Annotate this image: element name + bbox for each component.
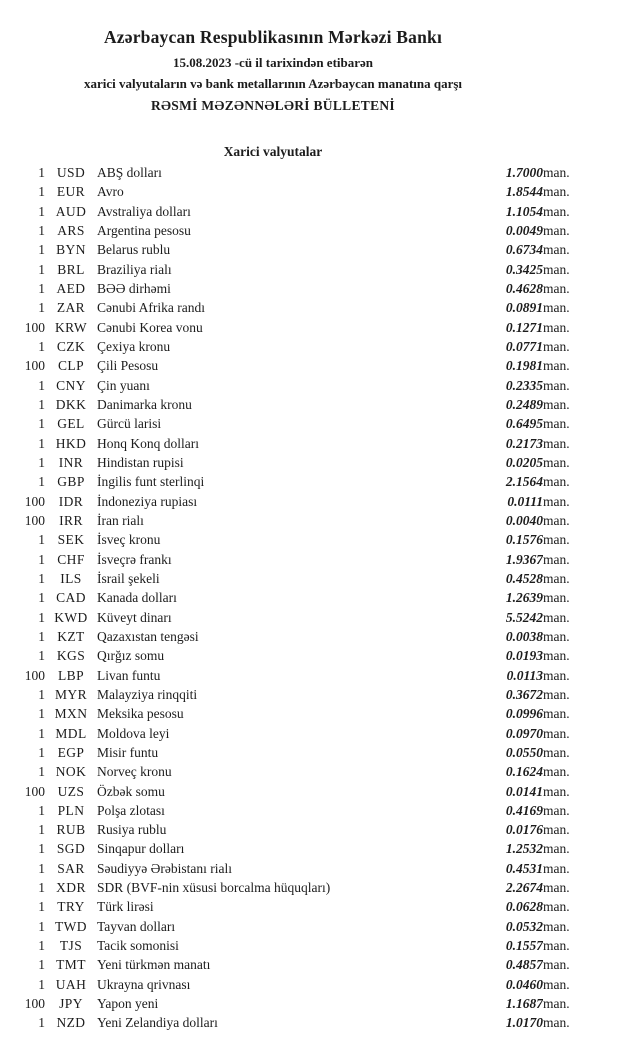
- quantity-cell: 1: [38, 725, 45, 741]
- currency-code: BYN: [56, 242, 86, 258]
- rate-value: 0.0771: [505, 338, 543, 354]
- currency-name: Moldova leyi: [97, 725, 170, 741]
- currency-code: XDR: [56, 880, 86, 896]
- table-row: [0, 472, 590, 491]
- unit-label: man.: [543, 860, 570, 876]
- quantity-cell: 1: [38, 899, 45, 915]
- unit-label: man.: [543, 918, 570, 934]
- rate-value: 0.4169: [505, 802, 543, 818]
- unit-label: man.: [543, 609, 570, 625]
- currency-name: Honq Konq dolları: [97, 435, 199, 451]
- quantity-cell: 100: [24, 667, 45, 683]
- quantity-cell: 1: [38, 416, 45, 432]
- unit-label: man.: [543, 841, 570, 857]
- quantity-cell: 1: [38, 744, 45, 760]
- unit-label: man.: [543, 899, 570, 915]
- rate-value: 0.1271: [505, 319, 543, 335]
- currency-code: IRR: [59, 512, 83, 528]
- table-row: [0, 878, 590, 897]
- rate-value: 0.0040: [505, 512, 543, 528]
- unit-label: man.: [543, 242, 570, 258]
- currency-code: TJS: [59, 938, 83, 954]
- currency-name: Çili Pesosu: [97, 358, 159, 374]
- currency-name: Cənubi Afrika randı: [97, 300, 205, 316]
- table-row: [0, 434, 590, 453]
- rate-value: 0.0970: [505, 725, 543, 741]
- unit-label: man.: [543, 280, 570, 296]
- quantity-cell: 1: [38, 822, 45, 838]
- rate-value: 0.0891: [505, 300, 543, 316]
- table-row: [0, 994, 590, 1013]
- currency-name: Polşa zlotası: [97, 802, 165, 818]
- quantity-cell: 1: [38, 338, 45, 354]
- unit-label: man.: [543, 377, 570, 393]
- quantity-cell: 1: [38, 609, 45, 625]
- table-row: [0, 588, 590, 607]
- table-row: [0, 569, 590, 588]
- quantity-cell: 1: [38, 551, 45, 567]
- currency-name: İndoneziya rupiası: [97, 493, 198, 509]
- currency-name: Kanada dolları: [97, 590, 177, 606]
- table-row: [0, 782, 590, 801]
- table-row: [0, 318, 590, 337]
- currency-name: SDR (BVF-nin xüsusi borcalma hüquqları): [97, 880, 331, 896]
- unit-label: man.: [543, 822, 570, 838]
- table-row: [0, 608, 590, 627]
- currency-name: Danimarka kronu: [97, 396, 192, 412]
- quantity-cell: 1: [38, 880, 45, 896]
- currency-name: İngilis funt sterlinqi: [97, 474, 205, 490]
- currency-name: Səudiyyə Ərəbistanı rialı: [97, 860, 232, 876]
- currency-name: Braziliya rialı: [97, 261, 172, 277]
- currency-code: KZT: [57, 628, 85, 644]
- rate-value: 5.5242: [505, 609, 543, 625]
- unit-label: man.: [543, 454, 570, 470]
- table-row: [0, 202, 590, 221]
- unit-label: man.: [543, 880, 570, 896]
- quantity-cell: 1: [38, 532, 45, 548]
- currency-name: Ukrayna qrivnası: [97, 976, 191, 992]
- unit-label: man.: [543, 686, 570, 702]
- unit-label: man.: [543, 667, 570, 683]
- table-row: [0, 395, 590, 414]
- quantity-cell: 1: [38, 222, 45, 238]
- table-row: [0, 801, 590, 820]
- quantity-cell: 100: [24, 996, 45, 1012]
- table-row: [0, 182, 590, 201]
- unit-label: man.: [543, 512, 570, 528]
- currency-name: Qırğız somu: [97, 648, 165, 664]
- table-row: [0, 936, 590, 955]
- table-row: [0, 820, 590, 839]
- currency-code: KGS: [56, 648, 86, 664]
- currency-name: Misir funtu: [97, 744, 159, 760]
- bulletin-header: [0, 27, 546, 114]
- table-row: [0, 724, 590, 743]
- unit-label: man.: [543, 764, 570, 780]
- currency-code: GBP: [57, 474, 85, 490]
- table-row: [0, 356, 590, 375]
- exchange-rates-table: [0, 163, 590, 1033]
- rate-value: 0.0460: [505, 976, 543, 992]
- currency-code: ZAR: [56, 300, 86, 316]
- currency-name: Tayvan dolları: [97, 918, 176, 934]
- unit-label: man.: [543, 261, 570, 277]
- rate-value: 1.1054: [505, 203, 543, 219]
- currency-name: Livan funtu: [97, 667, 161, 683]
- quantity-cell: 1: [38, 938, 45, 954]
- unit-label: man.: [543, 532, 570, 548]
- table-row: [0, 337, 590, 356]
- currency-name: Malayziya rinqqiti: [97, 686, 198, 702]
- rate-value: 1.7000: [505, 165, 543, 180]
- rate-value: 0.4528: [505, 570, 543, 586]
- quantity-cell: 1: [38, 184, 45, 200]
- currency-code: UZS: [57, 783, 85, 799]
- unit-label: man.: [543, 396, 570, 412]
- rate-value: 0.4857: [505, 957, 543, 973]
- rate-value: 0.0176: [505, 822, 543, 838]
- rate-value: 0.0628: [505, 899, 543, 915]
- table-row: [0, 163, 590, 182]
- quantity-cell: 1: [38, 261, 45, 277]
- unit-label: man.: [543, 493, 570, 509]
- currency-code: NOK: [55, 764, 87, 780]
- rate-value: 0.1624: [505, 764, 543, 780]
- quantity-cell: 1: [38, 590, 45, 606]
- rate-value: 0.0111: [507, 493, 543, 509]
- currency-code: KWD: [54, 609, 88, 625]
- unit-label: man.: [543, 957, 570, 973]
- rate-value: 0.1576: [505, 532, 543, 548]
- quantity-cell: 1: [38, 918, 45, 934]
- quantity-cell: 1: [38, 242, 45, 258]
- quantity-cell: 1: [38, 802, 45, 818]
- currency-code: SGD: [56, 841, 86, 857]
- currency-code: PLN: [57, 802, 85, 818]
- currency-code: SAR: [57, 860, 85, 876]
- table-row: [0, 1013, 590, 1032]
- effective-date-line: 15.08.2023 -cü il tarixindən etibarən: [172, 55, 374, 70]
- table-row: [0, 685, 590, 704]
- currency-name: Cənubi Korea vonu: [97, 319, 203, 335]
- currency-code: SEK: [57, 532, 85, 548]
- rate-value: 0.0550: [505, 744, 543, 760]
- quantity-cell: 1: [38, 280, 45, 296]
- table-row: [0, 743, 590, 762]
- currency-name: Avro: [97, 184, 124, 200]
- currency-code: INR: [58, 454, 84, 470]
- subject-line: xarici valyutaların və bank metallarının Azərbaycan manatına qarşı: [83, 76, 463, 91]
- unit-label: man.: [543, 744, 570, 760]
- currency-name: İsveçrə frankı: [97, 551, 172, 567]
- currency-name: Rusiya rublu: [97, 822, 167, 838]
- quantity-cell: 1: [38, 860, 45, 876]
- table-row: [0, 859, 590, 878]
- currency-name: Argentina pesosu: [97, 222, 191, 238]
- rate-value: 0.4531: [505, 860, 543, 876]
- currency-code: IDR: [58, 493, 84, 509]
- unit-label: man.: [543, 300, 570, 316]
- currency-code: CZK: [56, 338, 86, 354]
- unit-label: man.: [543, 474, 570, 490]
- currency-code: EGP: [57, 744, 85, 760]
- currency-name: Tacik somonisi: [97, 938, 179, 954]
- table-row: [0, 917, 590, 936]
- table-row: [0, 897, 590, 916]
- quantity-cell: 100: [24, 319, 45, 335]
- currency-name: Norveç kronu: [97, 764, 172, 780]
- table-row: [0, 646, 590, 665]
- rate-value: 0.2489: [505, 396, 543, 412]
- currency-code: JPY: [59, 996, 83, 1012]
- unit-label: man.: [543, 1015, 570, 1031]
- unit-label: man.: [543, 938, 570, 954]
- unit-label: man.: [543, 570, 570, 586]
- unit-label: man.: [543, 783, 570, 799]
- rate-value: 0.2335: [505, 377, 543, 393]
- unit-label: man.: [543, 165, 570, 180]
- rate-value: 0.0113: [506, 667, 543, 683]
- currency-name: Gürcü larisi: [97, 416, 162, 432]
- unit-label: man.: [543, 338, 570, 354]
- currency-name: Meksika pesosu: [97, 706, 184, 722]
- unit-label: man.: [543, 802, 570, 818]
- bulletin-title: RƏSMİ MƏZƏNNƏLƏRİ BÜLLETENİ: [150, 98, 395, 113]
- rate-value: 0.1981: [505, 358, 543, 374]
- currency-code: RUB: [56, 822, 86, 838]
- currency-code: TRY: [57, 899, 85, 915]
- table-row: [0, 298, 590, 317]
- table-row: [0, 762, 590, 781]
- quantity-cell: 1: [38, 706, 45, 722]
- quantity-cell: 1: [38, 957, 45, 973]
- currency-code: AED: [56, 280, 86, 296]
- currency-code: AUD: [55, 203, 87, 219]
- rate-value: 1.2639: [505, 590, 543, 606]
- currency-name: Avstraliya dolları: [97, 203, 191, 219]
- currency-code: DKK: [55, 396, 87, 412]
- currency-code: CNY: [56, 377, 86, 393]
- currency-name: Özbək somu: [97, 783, 165, 799]
- unit-label: man.: [543, 628, 570, 644]
- unit-label: man.: [543, 996, 570, 1012]
- bank-title: Azərbaycan Respublikasının Mərkəzi Bankı: [103, 27, 443, 47]
- currency-name: Yeni Zelandiya dolları: [97, 1015, 218, 1031]
- rate-value: 0.3672: [505, 686, 543, 702]
- quantity-cell: 1: [38, 648, 45, 664]
- table-row: [0, 666, 590, 685]
- quantity-cell: 1: [38, 1015, 45, 1031]
- table-row: [0, 550, 590, 569]
- unit-label: man.: [543, 648, 570, 664]
- quantity-cell: 1: [38, 165, 45, 180]
- quantity-cell: 1: [38, 396, 45, 412]
- quantity-cell: 100: [24, 783, 45, 799]
- quantity-cell: 1: [38, 203, 45, 219]
- currency-code: LBP: [58, 667, 84, 683]
- quantity-cell: 100: [24, 358, 45, 374]
- currency-code: ARS: [57, 222, 85, 238]
- rate-value: 0.0141: [505, 783, 543, 799]
- section-title-foreign-currencies: Xarici valyutalar: [223, 144, 323, 159]
- table-row: [0, 704, 590, 723]
- rate-value: 1.8544: [505, 184, 543, 200]
- table-row: [0, 530, 590, 549]
- quantity-cell: 1: [38, 377, 45, 393]
- currency-name: İran rialı: [97, 512, 144, 528]
- unit-label: man.: [543, 435, 570, 451]
- quantity-cell: 1: [38, 764, 45, 780]
- currency-code: KRW: [55, 319, 87, 335]
- rate-value: 1.9367: [505, 551, 543, 567]
- rate-value: 0.0049: [505, 222, 543, 238]
- rate-value: 0.6495: [505, 416, 543, 432]
- currency-code: NZD: [56, 1015, 86, 1031]
- table-row: [0, 511, 590, 530]
- quantity-cell: 1: [38, 841, 45, 857]
- currency-code: CLP: [58, 358, 84, 374]
- rate-value: 0.4628: [505, 280, 543, 296]
- currency-code: CHF: [57, 551, 85, 567]
- currency-code: UAH: [55, 976, 87, 992]
- table-row: [0, 279, 590, 298]
- unit-label: man.: [543, 725, 570, 741]
- table-row: [0, 414, 590, 433]
- table-row: [0, 975, 590, 994]
- rate-value: 0.0996: [505, 706, 543, 722]
- table-row: [0, 453, 590, 472]
- table-row: [0, 627, 590, 646]
- quantity-cell: 100: [24, 493, 45, 509]
- rate-value: 1.0170: [505, 1015, 543, 1031]
- table-row: [0, 376, 590, 395]
- unit-label: man.: [543, 184, 570, 200]
- rate-value: 2.2674: [505, 880, 543, 896]
- quantity-cell: 1: [38, 686, 45, 702]
- currency-name: ABŞ dolları: [97, 165, 162, 180]
- table-row: [0, 955, 590, 974]
- rate-value: 1.1687: [505, 996, 543, 1012]
- rate-value: 0.0038: [505, 628, 543, 644]
- unit-label: man.: [543, 358, 570, 374]
- currency-code: USD: [56, 165, 86, 180]
- currency-code: TWD: [55, 918, 87, 934]
- rate-value: 0.3425: [505, 261, 543, 277]
- quantity-cell: 1: [38, 976, 45, 992]
- currency-name: Belarus rublu: [97, 242, 171, 258]
- currency-code: MXN: [54, 706, 88, 722]
- table-row: [0, 260, 590, 279]
- currency-code: MDL: [55, 725, 87, 741]
- currency-name: Çexiya kronu: [97, 338, 171, 354]
- unit-label: man.: [543, 319, 570, 335]
- currency-code: HKD: [55, 435, 87, 451]
- table-row: [0, 492, 590, 511]
- currency-name: Sinqapur dolları: [97, 841, 185, 857]
- quantity-cell: 100: [24, 512, 45, 528]
- currency-name: İsveç kronu: [97, 532, 161, 548]
- rate-value: 0.1557: [505, 938, 543, 954]
- quantity-cell: 1: [38, 435, 45, 451]
- unit-label: man.: [543, 551, 570, 567]
- unit-label: man.: [543, 706, 570, 722]
- table-row: [0, 839, 590, 858]
- currency-name: Hindistan rupisi: [97, 454, 184, 470]
- quantity-cell: 1: [38, 570, 45, 586]
- currency-code: CAD: [56, 590, 86, 606]
- currency-name: Yeni türkmən manatı: [97, 957, 211, 973]
- table-row: [0, 221, 590, 240]
- rate-value: 2.1564: [505, 474, 543, 490]
- currency-code: EUR: [56, 184, 86, 200]
- quantity-cell: 1: [38, 474, 45, 490]
- currency-code: MYR: [55, 686, 87, 702]
- currency-name: Türk lirəsi: [97, 899, 154, 915]
- rate-value: 0.0205: [505, 454, 543, 470]
- quantity-cell: 1: [38, 300, 45, 316]
- currency-code: GEL: [57, 416, 85, 432]
- currency-name: İsrail şekeli: [97, 570, 160, 586]
- quantity-cell: 1: [38, 454, 45, 470]
- rate-value: 0.6734: [505, 242, 543, 258]
- currency-name: Qazaxıstan tengəsi: [97, 628, 199, 644]
- rate-value: 0.0193: [505, 648, 543, 664]
- currency-name: Yapon yeni: [97, 996, 159, 1012]
- rate-value: 0.2173: [505, 435, 543, 451]
- currency-code: TMT: [56, 957, 86, 973]
- currency-name: Küveyt dinarı: [97, 609, 172, 625]
- rate-value: 0.0532: [505, 918, 543, 934]
- rates-table-body: [0, 163, 590, 1033]
- unit-label: man.: [543, 416, 570, 432]
- currency-name: Çin yuanı: [97, 377, 150, 393]
- rate-value: 1.2532: [505, 841, 543, 857]
- unit-label: man.: [543, 590, 570, 606]
- currency-code: ILS: [60, 570, 82, 586]
- currency-code: BRL: [57, 261, 85, 277]
- unit-label: man.: [543, 222, 570, 238]
- unit-label: man.: [543, 203, 570, 219]
- currency-name: BƏƏ dirhəmi: [97, 280, 171, 296]
- quantity-cell: 1: [38, 628, 45, 644]
- table-row: [0, 240, 590, 259]
- unit-label: man.: [543, 976, 570, 992]
